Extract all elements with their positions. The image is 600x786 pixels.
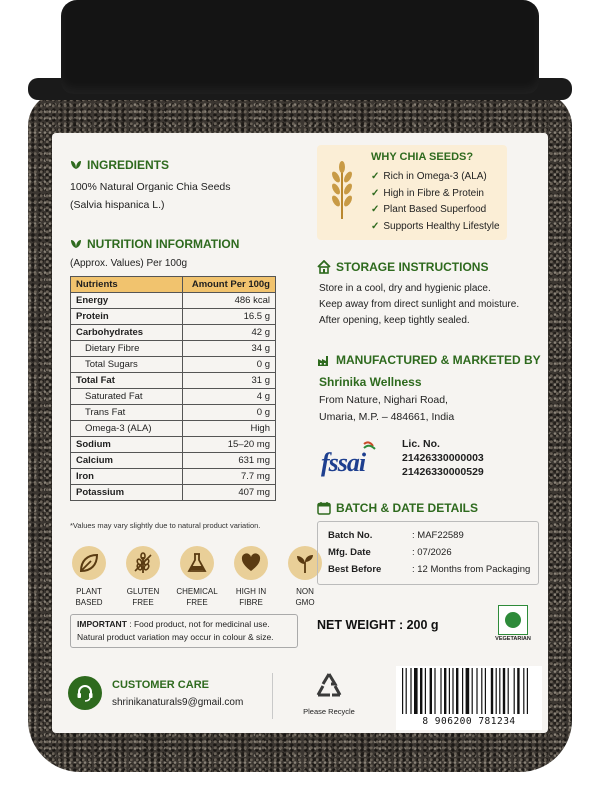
ingredients-text <box>70 178 231 214</box>
headset-icon <box>68 676 102 710</box>
why-item <box>371 219 500 236</box>
badge-label-line1: NON <box>296 587 314 596</box>
why-chia-box <box>317 145 507 240</box>
wheat-icon <box>126 546 160 580</box>
address-line2: Umaria, M.P. – 484661, India <box>319 411 455 423</box>
batch-title: BATCH & DATE DETAILS <box>336 501 478 515</box>
barcode-bars <box>396 666 542 716</box>
badge-label <box>62 586 116 608</box>
nutrient-name: Potassium <box>71 485 183 501</box>
nutrition-row <box>71 341 276 357</box>
storage-title: STORAGE INSTRUCTIONS <box>336 260 489 274</box>
address-line1: From Nature, Nighari Road, <box>319 394 448 406</box>
nutrient-value: 31 g <box>183 373 276 389</box>
nutrition-row <box>71 357 276 373</box>
wheat-icon <box>325 159 359 221</box>
veg-dot <box>505 612 521 628</box>
badge-label <box>278 586 332 608</box>
ingredients-line2: (Salvia hispanica L.) <box>70 199 165 211</box>
manufacturer-heading <box>317 353 541 367</box>
headset-glyph <box>75 683 95 703</box>
badge-label-line1: CHEMICAL <box>176 587 218 596</box>
fssai-wordmark: fssai <box>321 448 366 477</box>
important-line2: Natural product variation may occur in colour & size. <box>77 632 274 642</box>
batch-heading <box>317 501 478 515</box>
nutrient-value: 16.5 g <box>183 309 276 325</box>
batch-value: : MAF22589 <box>412 530 464 541</box>
check-icon: ✓ <box>371 204 380 215</box>
nutrition-row <box>71 405 276 421</box>
badge <box>224 546 278 608</box>
check-icon: ✓ <box>371 220 380 232</box>
nutrient-col-header: Nutrients <box>71 277 183 293</box>
manufacturer-title: MANUFACTURED & MARKETED BY <box>336 353 541 367</box>
house-icon <box>317 260 331 274</box>
nutrition-title: NUTRITION INFORMATION <box>87 237 240 251</box>
storage-text <box>319 281 519 329</box>
nutrition-row <box>71 325 276 341</box>
nutrient-value: 4 g <box>183 389 276 405</box>
badge-label <box>170 586 224 608</box>
recycle-text: Please Recycle <box>303 707 355 716</box>
ingredients-heading <box>70 158 169 172</box>
fssai-logo <box>319 438 381 478</box>
why-item-text: High in Fibre & Protein <box>383 187 484 199</box>
nutrient-value: 7.7 mg <box>183 469 276 485</box>
nutrition-row <box>71 421 276 437</box>
vegetarian-label: VEGETARIAN <box>495 636 531 642</box>
nutrient-name: Trans Fat <box>71 405 183 421</box>
batch-value: : 12 Months from Packaging <box>412 564 531 575</box>
batch-value: : 07/2026 <box>412 547 452 558</box>
badge-label <box>116 586 170 608</box>
important-text: : Food product, not for medicinal use. <box>126 619 270 629</box>
nutrient-value: 15–20 mg <box>183 437 276 453</box>
why-chia-heading: WHY CHIA SEEDS? <box>371 151 474 163</box>
batch-box <box>317 521 539 585</box>
nutrition-row <box>71 453 276 469</box>
nutrient-value: 0 g <box>183 357 276 373</box>
why-item-text: Rich in Omega-3 (ALA) <box>383 171 487 182</box>
nutrition-footnote: *Values may vary slightly due to natural product variation. <box>70 521 261 530</box>
storage-line: After opening, keep tightly sealed. <box>319 315 470 326</box>
lic-number-2: 21426330000529 <box>402 466 484 478</box>
why-item <box>371 186 500 203</box>
nutrient-value: 486 kcal <box>183 293 276 309</box>
nutrient-name: Dietary Fibre <box>71 341 183 357</box>
nutrient-name: Carbohydrates <box>71 325 183 341</box>
calendar-icon <box>317 501 331 515</box>
nutrient-name: Total Sugars <box>71 357 183 373</box>
ingredients-line1: 100% Natural Organic Chia Seeds <box>70 181 231 193</box>
leaf-icon <box>70 159 82 171</box>
nutrition-row <box>71 469 276 485</box>
nutrition-table <box>70 276 276 501</box>
factory-icon <box>317 353 331 367</box>
nutrient-name: Omega-3 (ALA) <box>71 421 183 437</box>
nutrient-name: Energy <box>71 293 183 309</box>
nutrient-value: 407 mg <box>183 485 276 501</box>
nutrient-name: Sodium <box>71 437 183 453</box>
batch-label: Mfg. Date <box>328 547 371 558</box>
divider <box>272 673 273 719</box>
nutrient-name: Iron <box>71 469 183 485</box>
important-note <box>70 614 298 648</box>
vegetarian-mark <box>498 605 528 635</box>
badge-label-line2: GMO <box>295 598 315 607</box>
nutrient-value: 42 g <box>183 325 276 341</box>
amount-col-header: Amount Per 100g <box>183 277 276 293</box>
why-item-text: Supports Healthy Lifestyle <box>383 220 500 232</box>
jar-lid <box>61 0 539 94</box>
badge-label-line1: GLUTEN <box>126 587 160 596</box>
nutrient-value: High <box>183 421 276 437</box>
nutrition-row <box>71 437 276 453</box>
why-item-text: Plant Based Superfood <box>383 204 487 215</box>
nutrient-name: Calcium <box>71 453 183 469</box>
lic-number-1: 21426330000003 <box>402 452 484 464</box>
badge-label-line1: PLANT <box>76 587 102 596</box>
batch-label: Best Before <box>328 564 382 575</box>
feature-badges <box>62 546 322 608</box>
manufacturer-name: Shrinika Wellness <box>319 375 422 389</box>
net-weight: NET WEIGHT : 200 g <box>317 618 439 632</box>
barcode-digits: 8 906200 781234 <box>422 716 516 727</box>
badge-label-line2: FREE <box>132 598 154 607</box>
leaf-icon <box>72 546 106 580</box>
storage-line: Keep away from direct sunlight and moisture. <box>319 299 520 310</box>
nutrition-row <box>71 373 276 389</box>
nutrient-name: Saturated Fat <box>71 389 183 405</box>
nutrition-row <box>71 309 276 325</box>
flask-icon <box>180 546 214 580</box>
check-icon: ✓ <box>371 171 380 182</box>
batch-table <box>328 527 530 578</box>
badge-label-line2: FREE <box>186 598 208 607</box>
badge <box>170 546 224 608</box>
check-icon: ✓ <box>371 187 380 199</box>
badge-label-line2: FIBRE <box>239 598 263 607</box>
product-label <box>52 133 548 733</box>
heart-icon <box>234 546 268 580</box>
nutrient-name: Total Fat <box>71 373 183 389</box>
nutrition-row <box>71 293 276 309</box>
manufacturer-address <box>319 392 454 426</box>
leaf-icon <box>70 238 82 250</box>
nutrient-value: 34 g <box>183 341 276 357</box>
storage-heading <box>317 260 488 274</box>
lic-label: Lic. No. <box>402 438 440 450</box>
nutrient-value: 0 g <box>183 405 276 421</box>
nutrient-value: 631 mg <box>183 453 276 469</box>
customer-care-heading: CUSTOMER CARE <box>112 679 209 691</box>
batch-label: Batch No. <box>328 530 373 541</box>
batch-row <box>328 544 530 561</box>
nutrition-header-row <box>71 277 276 293</box>
batch-row <box>328 527 530 544</box>
why-item <box>371 202 500 219</box>
fssai-license <box>402 437 484 479</box>
why-chia-list <box>371 169 500 235</box>
nutrition-subtitle: (Approx. Values) Per 100g <box>70 258 188 269</box>
why-item <box>371 169 500 186</box>
badge <box>116 546 170 608</box>
badge-label-line2: BASED <box>75 598 103 607</box>
barcode <box>396 666 542 730</box>
storage-line: Store in a cool, dry and hygienic place. <box>319 283 491 294</box>
badge <box>62 546 116 608</box>
ingredients-title: INGREDIENTS <box>87 158 170 172</box>
customer-care-email[interactable]: shrinikanaturals9@gmail.com <box>112 697 244 708</box>
important-label: IMPORTANT <box>77 619 127 629</box>
badge-label <box>224 586 278 608</box>
badge-label-line1: HIGH IN <box>235 587 267 596</box>
nutrition-row <box>71 485 276 501</box>
nutrition-row <box>71 389 276 405</box>
nutrient-name: Protein <box>71 309 183 325</box>
nutrition-heading <box>70 237 239 251</box>
batch-row <box>328 561 530 578</box>
recycle-icon <box>314 671 344 701</box>
